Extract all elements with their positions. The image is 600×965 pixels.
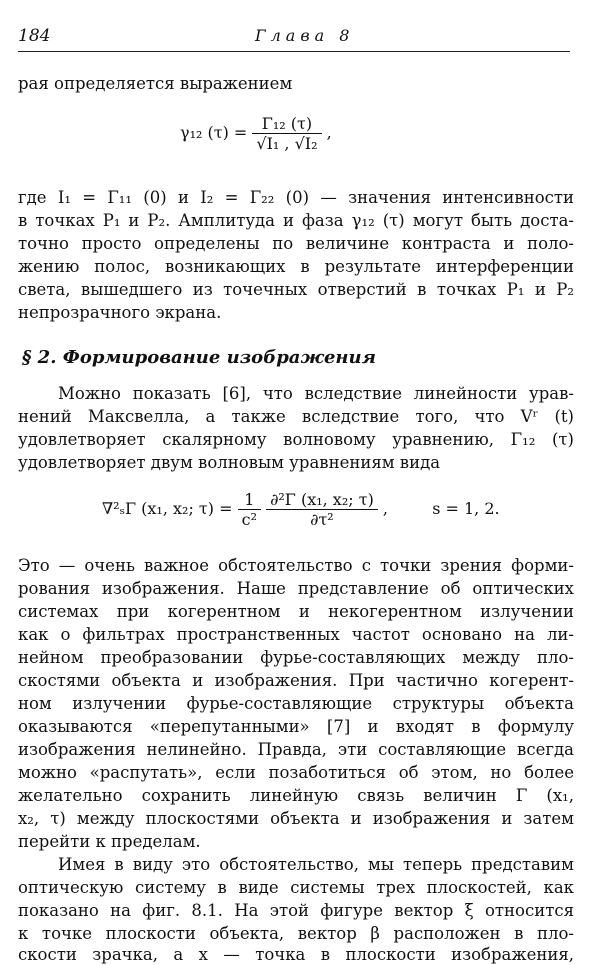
text-line: удовлетворяет скалярному волновому уравнению, Γ₁₂ (τ) bbox=[18, 430, 574, 449]
fraction-denominator: c² bbox=[241, 510, 257, 529]
equation-condition: s = 1, 2. bbox=[432, 499, 500, 518]
equation-fraction bbox=[238, 490, 261, 529]
text-line: можно «распутать», если позаботиться об этом, но более bbox=[18, 763, 574, 782]
text-line: Это — очень важное обстоятельство с точки зрения форми- bbox=[18, 556, 574, 575]
equation-comma: , bbox=[382, 499, 388, 518]
equation-wave bbox=[102, 490, 500, 529]
text-line: точно просто определены по величине контраста и поло- bbox=[18, 234, 574, 253]
page-number: 184 bbox=[18, 26, 51, 46]
text-line: как о фильтрах пространственных частот основано на ли- bbox=[18, 625, 574, 644]
text-line: перейти к пределам. bbox=[18, 832, 201, 851]
equation-fraction bbox=[266, 490, 378, 529]
fraction-numerator: ∂²Γ (x₁, x₂; τ) bbox=[266, 490, 378, 510]
text-line: света, вышедшего из точечных отверстий в точках P₁ и P₂ bbox=[18, 280, 574, 299]
text-line: рая определяется выражением bbox=[18, 74, 293, 93]
text-line: ном излучении фурье-составляющие структуры объекта bbox=[18, 694, 574, 713]
text-line: Можно показать [6], что вследствие линейности урав- bbox=[58, 384, 574, 403]
equation-lhs: ∇²ₛΓ (x₁, x₂; τ) = bbox=[102, 499, 233, 518]
text-line: оптическую систему в виде системы трех плоскостей, как bbox=[18, 878, 574, 897]
fraction-numerator: Γ₁₂ (τ) bbox=[252, 114, 321, 134]
text-line: непрозрачного экрана. bbox=[18, 303, 222, 322]
text-line: показано на фиг. 8.1. На этой фигуре вектор ξ относится bbox=[18, 901, 574, 920]
header-rule bbox=[18, 51, 570, 52]
equation-fraction bbox=[252, 114, 321, 153]
text-line: удовлетворяет двум волновым уравнениям вида bbox=[18, 453, 441, 472]
text-line: жению полос, возникающих в результате интерференции bbox=[18, 257, 574, 276]
text-line: к точке плоскости объекта, вектор β расположен в пло- bbox=[18, 924, 574, 943]
text-line: нений Максвелла, а также вследствие того, что Vʳ (t) bbox=[18, 407, 574, 426]
text-line: желательно сохранить линейную связь величин Γ (x₁, bbox=[18, 786, 574, 805]
chapter-title: Глава 8 bbox=[255, 26, 355, 45]
text-line: оказываются «перепутанными» [7] и входят в формулу bbox=[18, 717, 574, 736]
section-heading: § 2. Формирование изображения bbox=[22, 347, 376, 368]
text-line: скостями объекта и изображения. При частично когерент- bbox=[18, 671, 574, 690]
text-line: где I₁ = Γ₁₁ (0) и I₂ = Γ₂₂ (0) — значения интенсивности bbox=[18, 188, 574, 207]
text-line: системах при когерентном и некогерентном излучении bbox=[18, 602, 574, 621]
text-line: рования изображения. Наше представление об оптических bbox=[18, 579, 574, 598]
fraction-denominator: ∂τ² bbox=[310, 510, 334, 529]
text-line: в точках P₁ и P₂. Амплитуда и фаза γ₁₂ (τ) могут быть доста- bbox=[18, 211, 574, 230]
fraction-denominator: √I₁ , √I₂ bbox=[256, 134, 318, 153]
equation-comma: , bbox=[326, 123, 332, 142]
equation-lhs: γ₁₂ (τ) = bbox=[180, 123, 248, 142]
text-line: изображения нелинейно. Правда, эти составляющие всегда bbox=[18, 740, 574, 759]
equation-coherence bbox=[180, 114, 332, 153]
text-line: нейном преобразовании фурье-составляющих между пло- bbox=[18, 648, 574, 667]
fraction-numerator: 1 bbox=[238, 490, 261, 510]
text-line: Имея в виду это обстоятельство, мы теперь представим bbox=[58, 855, 574, 874]
text-line: x₂, τ) между плоскостями объекта и изображения и затем bbox=[18, 809, 574, 828]
text-line: скости зрачка, а x — точка в плоскости изображения, bbox=[18, 945, 574, 964]
